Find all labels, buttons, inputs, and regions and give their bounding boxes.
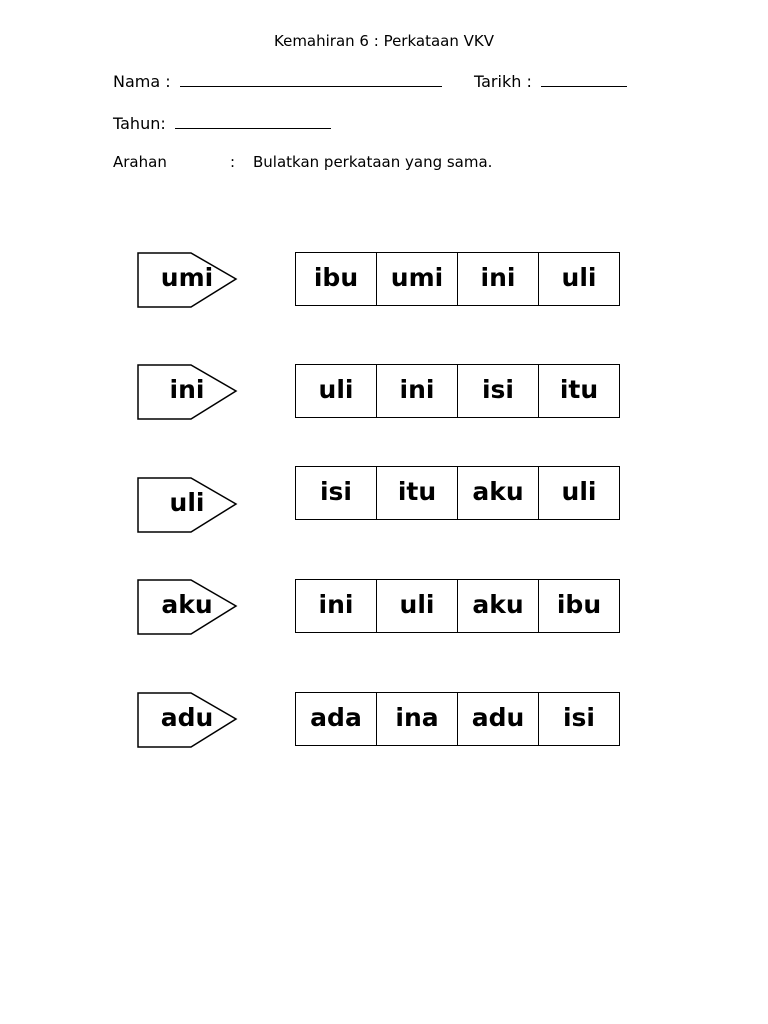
option-box[interactable]: isi xyxy=(457,365,538,417)
tarikh-label: Tarikh : xyxy=(474,72,532,91)
target-word: ini xyxy=(169,375,205,404)
option-box[interactable]: isi xyxy=(538,693,619,745)
tahun-field xyxy=(113,114,331,133)
target-word: adu xyxy=(160,703,214,732)
option-box[interactable]: itu xyxy=(376,467,457,519)
nama-field xyxy=(113,72,442,91)
exercise-row-2 xyxy=(0,364,768,424)
tahun-blank[interactable] xyxy=(175,114,331,129)
option-box[interactable]: ini xyxy=(457,253,538,305)
target-word: aku xyxy=(161,590,213,619)
target-word-arrow xyxy=(137,364,239,420)
target-word: umi xyxy=(160,263,214,292)
arahan-text: Bulatkan perkataan yang sama. xyxy=(253,153,493,171)
option-box[interactable]: uli xyxy=(538,467,619,519)
option-box[interactable]: aku xyxy=(457,467,538,519)
option-box[interactable]: ini xyxy=(318,590,354,619)
option-boxes xyxy=(295,252,620,306)
option-box[interactable]: aku xyxy=(457,580,538,632)
exercise-row-1 xyxy=(0,252,768,312)
option-box[interactable]: uli xyxy=(318,375,354,404)
option-boxes xyxy=(295,579,620,633)
target-word-arrow xyxy=(137,477,239,533)
option-box[interactable]: ibu xyxy=(538,580,619,632)
option-box[interactable]: adu xyxy=(457,693,538,745)
tahun-label: Tahun: xyxy=(113,114,166,133)
target-word: uli xyxy=(169,488,205,517)
option-boxes xyxy=(295,364,620,418)
option-box[interactable]: ibu xyxy=(313,263,359,292)
target-word-arrow xyxy=(137,692,239,748)
tarikh-blank[interactable] xyxy=(541,72,627,87)
target-word-arrow xyxy=(137,252,239,308)
arahan-colon: : xyxy=(230,153,236,171)
arahan-label: Arahan xyxy=(113,153,167,171)
option-box[interactable]: uli xyxy=(538,253,619,305)
exercise-row-5 xyxy=(0,692,768,752)
target-word-arrow xyxy=(137,579,239,635)
nama-label: Nama : xyxy=(113,72,171,91)
option-box[interactable]: ada xyxy=(310,703,362,732)
nama-blank[interactable] xyxy=(180,72,442,87)
option-box[interactable]: uli xyxy=(376,580,457,632)
exercise-row-3-target xyxy=(0,477,768,537)
worksheet-title: Kemahiran 6 : Perkataan VKV xyxy=(274,32,494,50)
option-box[interactable]: umi xyxy=(376,253,457,305)
option-boxes xyxy=(295,692,620,746)
exercise-row-4 xyxy=(0,579,768,639)
option-box[interactable]: itu xyxy=(538,365,619,417)
option-box[interactable]: ina xyxy=(376,693,457,745)
option-box[interactable]: isi xyxy=(319,477,353,506)
tarikh-field xyxy=(474,72,627,91)
option-box[interactable]: ini xyxy=(376,365,457,417)
